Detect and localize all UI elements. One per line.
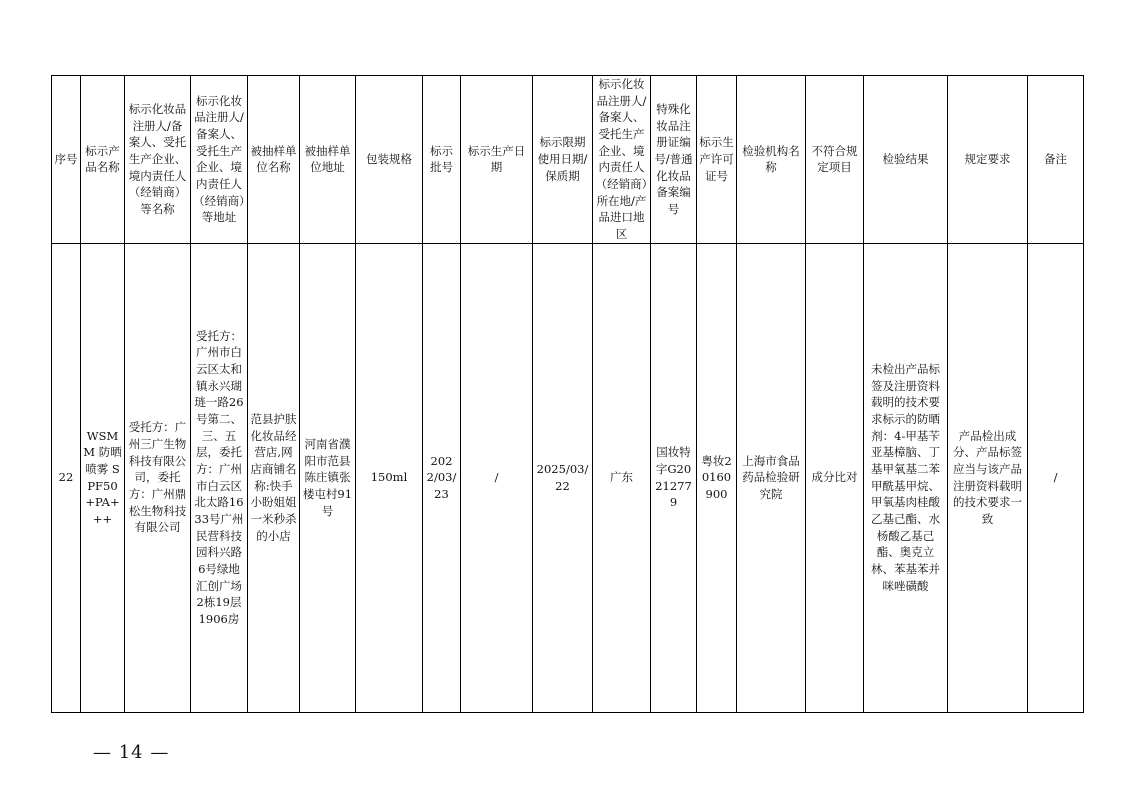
header-batch: 标示批号 bbox=[423, 76, 461, 244]
cell-sampled-unit-name: 范县护肤化妆品经营店,网店商铺名称:快手小盼姐姐一米秒杀的小店 bbox=[248, 243, 300, 712]
header-company-name: 标示化妆品注册人/备案人、受托生产企业、境内责任人（经销商）等名称 bbox=[125, 76, 191, 244]
cell-license-no: 粤妆20160900 bbox=[697, 243, 737, 712]
header-result: 检验结果 bbox=[864, 76, 948, 244]
cell-company-address: 受托方：广州市白云区太和镇永兴瑚琏一路26号第二、三、五层，委托方：广州市白云区北太路1633号广州民营科技园科兴路6号绿地汇创广场2栋19层1906房 bbox=[191, 243, 248, 712]
page-number: — 14 — bbox=[93, 742, 170, 763]
header-production-date: 标示生产日期 bbox=[461, 76, 533, 244]
cell-expiry: 2025/03/22 bbox=[533, 243, 593, 712]
inspection-results-table bbox=[51, 75, 1084, 713]
table-header-row bbox=[52, 76, 1084, 244]
cell-batch: 2022/03/23 bbox=[423, 243, 461, 712]
cell-production-date: / bbox=[461, 243, 533, 712]
header-product-name: 标示产品名称 bbox=[81, 76, 125, 244]
cell-registration-no: 国妆特字G20212779 bbox=[651, 243, 697, 712]
cell-package: 150ml bbox=[356, 243, 423, 712]
header-remark: 备注 bbox=[1028, 76, 1084, 244]
header-region: 标示化妆品注册人/备案人、受托生产企业、境内责任人（经销商）所在地/产品进口地区 bbox=[593, 76, 651, 244]
cell-region: 广东 bbox=[593, 243, 651, 712]
cell-sampled-unit-address: 河南省濮阳市范县陈庄镇张楼屯村91号 bbox=[300, 243, 356, 712]
cell-product-name: WSMM 防晒喷雾 SPF50+PA+++ bbox=[81, 243, 125, 712]
cell-result: 未检出产品标签及注册资料载明的技术要求标示的防晒剂：4-甲基苄亚基樟脑、丁基甲氧基二苯甲酰基甲烷、甲氧基肉桂酸乙基己酯、水杨酸乙基己酯、奥克立林、苯基苯并咪唑磺酸 bbox=[864, 243, 948, 712]
header-nonconforming-item: 不符合规定项目 bbox=[806, 76, 864, 244]
header-expiry: 标示限期使用日期/保质期 bbox=[533, 76, 593, 244]
header-seq: 序号 bbox=[52, 76, 81, 244]
header-package: 包装规格 bbox=[356, 76, 423, 244]
header-company-address: 标示化妆品注册人/备案人、受托生产企业、境内责任人（经销商）等地址 bbox=[191, 76, 248, 244]
cell-seq: 22 bbox=[52, 243, 81, 712]
cell-remark: / bbox=[1028, 243, 1084, 712]
header-requirement: 规定要求 bbox=[948, 76, 1028, 244]
header-license-no: 标示生产许可证号 bbox=[697, 76, 737, 244]
header-sampled-unit-address: 被抽样单位地址 bbox=[300, 76, 356, 244]
cell-requirement: 产品检出成分、产品标签应当与该产品注册资料载明的技术要求一致 bbox=[948, 243, 1028, 712]
header-sampled-unit-name: 被抽样单位名称 bbox=[248, 76, 300, 244]
header-inspection-org: 检验机构名称 bbox=[737, 76, 806, 244]
cell-nonconforming-item: 成分比对 bbox=[806, 243, 864, 712]
table-row bbox=[52, 243, 1084, 712]
header-registration-no: 特殊化妆品注册证编号/普通化妆品备案编号 bbox=[651, 76, 697, 244]
cell-company-name: 受托方：广州三广生物科技有限公司，委托方：广州鼎松生物科技有限公司 bbox=[125, 243, 191, 712]
cell-inspection-org: 上海市食品药品检验研究院 bbox=[737, 243, 806, 712]
